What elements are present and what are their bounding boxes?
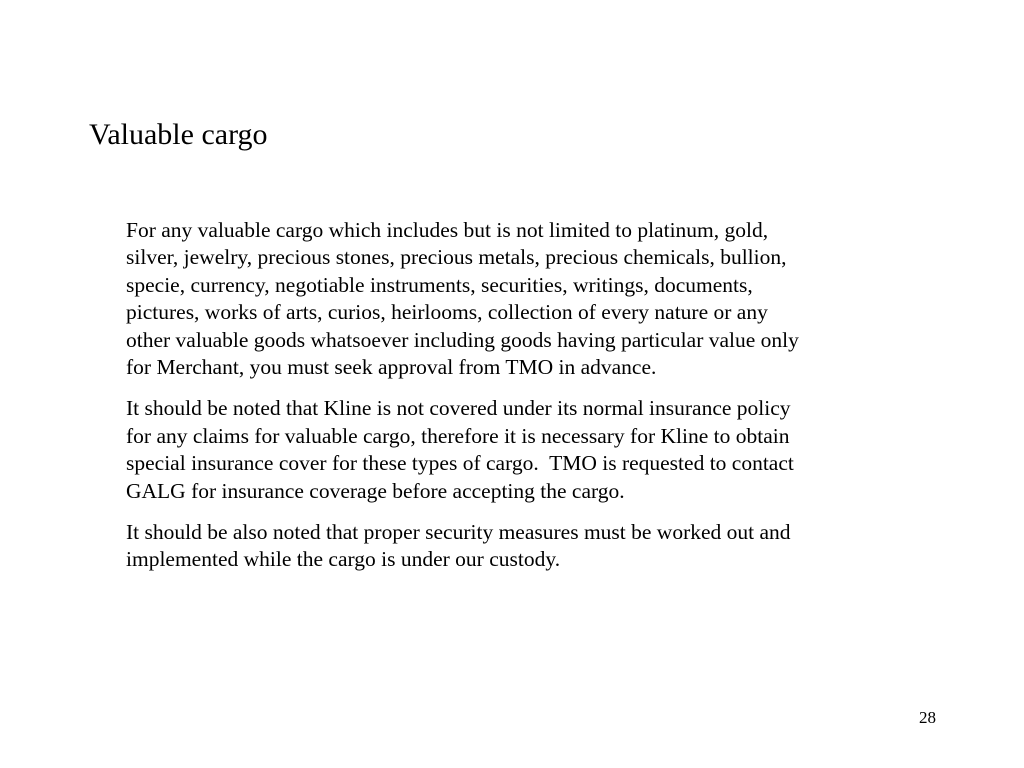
paragraph-line: for Merchant, you must seek approval from TMO in advance. — [126, 355, 657, 380]
paragraph-line: implemented while the cargo is under our custody. — [126, 547, 561, 572]
paragraph-approval-requirement — [126, 217, 936, 381]
paragraph-line: For any valuable cargo which includes but is not limited to platinum, gold, — [126, 218, 769, 242]
paragraph-line: GALG for insurance coverage before accepting the cargo. — [126, 478, 625, 503]
paragraph-insurance-note — [126, 395, 936, 505]
paragraph-security-note — [126, 519, 936, 574]
paragraph-line: silver, jewelry, precious stones, precious metals, precious chemicals, bullion, — [126, 245, 787, 270]
paragraph-line: other valuable goods whatsoever including goods having particular value only — [126, 327, 799, 352]
paragraph-line: special insurance cover for these types of cargo. TMO is requested to contact — [126, 451, 794, 476]
paragraph-line: It should be noted that Kline is not covered under its normal insurance policy — [126, 396, 791, 421]
paragraph-line: It should be also noted that proper security measures must be worked out and — [126, 520, 791, 545]
slide-title: Valuable cargo — [89, 118, 268, 151]
paragraph-line: pictures, works of arts, curios, heirlooms, collection of every nature or any — [126, 300, 768, 325]
page-number: 28 — [919, 708, 936, 727]
slide-body — [126, 217, 936, 588]
paragraph-line: specie, currency, negotiable instruments, securities, writings, documents, — [126, 272, 753, 297]
paragraph-line: for any claims for valuable cargo, therefore it is necessary for Kline to obtain — [126, 423, 790, 448]
